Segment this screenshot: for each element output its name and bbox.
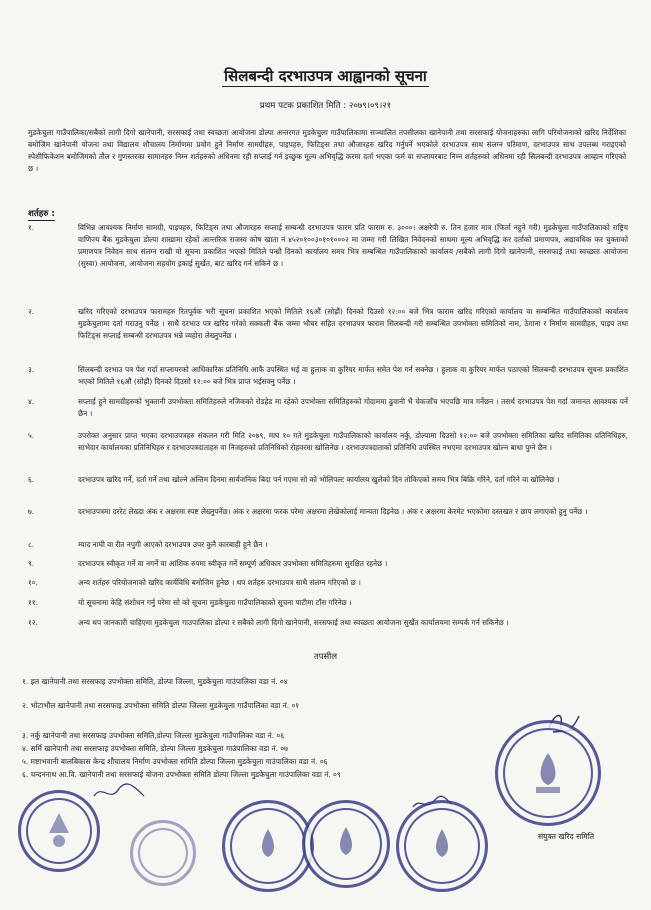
- details-heading: तपसील: [313, 651, 338, 661]
- condition-item: [28, 222, 628, 270]
- condition-number: ९.: [28, 559, 35, 568]
- condition-item: [28, 577, 628, 589]
- condition-text: सप्लाई हुने सामग्रीहरुको भुक्तानी उपभोक्ता समितिहरुले नजिकको रोडहेड मा रहेको उपभोक्ता समितिहरुको गोदाममा ढुवानी भै चेकजाँच भएपछि मात्र गर्नेछन । तसर्थ दरभाउपत्र पेश गर्दा जमानत आवश्यक पर्ने छैन ।: [78, 397, 628, 418]
- condition-number: ५.: [28, 431, 35, 440]
- notice-title-wrap: [0, 66, 651, 86]
- detail-item: ३. नर्कु खानेपानी तथा सरसफाइ उपभोक्ता समिति,डोल्पा जिल्ला मुडकेचुला गाउँपालिका वडा नं. ०६: [22, 731, 285, 740]
- condition-item: [28, 430, 628, 454]
- condition-number: १०.: [28, 578, 38, 587]
- published-date: प्रथम पटक प्रकाशित मिति : २०७९।०९।२१: [259, 101, 392, 111]
- condition-number: २.: [28, 307, 35, 316]
- condition-text: दरभाउपत्र खरिद गर्ने, दर्ता गर्ने तथा खोल्ने अन्तिम दिनमा सार्वजनिक बिदा पर्न गएमा सो को भोलिपल्ट कार्यालय खुलेको दिन तोकिएको समय भित्र बिक्रि गरिने, दर्ता गरिने वा खोलिनेछ ।: [78, 475, 560, 484]
- condition-number: ८.: [28, 540, 35, 549]
- condition-text: यो सूचनामा केहि संशोधन गर्नु परेमा सो को सूचना मुडकेचुला गाउँपालिकाको सूचना पाटीमा टाँस गरिनेछ ।: [78, 598, 352, 607]
- condition-number: १२.: [28, 618, 38, 627]
- municipality-seal-stamp: [18, 790, 100, 872]
- detail-item: ५. मष्टाभवानी बालबिकास केन्द्र शौचालय निर्माण उपभोक्ता समिति डोल्पा जिल्ला मुडकेचुला गाउंपालिका वडा नं. ०६: [22, 757, 328, 766]
- conditions-heading: शर्तहरु :: [28, 209, 55, 219]
- condition-number: १.: [28, 223, 35, 232]
- condition-number: ११.: [28, 598, 38, 607]
- condition-item: [28, 558, 628, 570]
- condition-item: [28, 506, 628, 518]
- condition-text: अन्य थप जानकारी चाहिएमा मुडकेचुला गाउपालिका डोल्पा र सबैको लागी दिगो खानेपानी, सरसफाई तथा स्वच्छता आयोजना सुर्खेत कार्यालयमा सम्पर्क गर्न सकिनेछ ।: [78, 618, 509, 627]
- condition-item: [28, 539, 628, 551]
- condition-text: दरभाउपत्र स्वीकृत गर्ने वा नगर्ने वा आंशिक रुपमा स्वीकृत गर्ने सम्पूर्ण अधिकार उपभोक्ता समितिहरुमा सुरक्षित रहनेछ ।: [78, 559, 388, 568]
- condition-text: म्याद नाघी वा रीत नपुगी आएको दरभाउपत्र उपर कुनै कारबाही हुने छैन ।: [78, 540, 268, 549]
- condition-item: [28, 396, 628, 420]
- condition-number: ३.: [28, 365, 35, 374]
- condition-text: अन्य शर्तहरु परियोजनाको खरिद कार्यविधि बमोजिम हुनेछ । थप शर्तहरु दरभाउपत्र साथै संलग्न गरिएको छ ।: [78, 578, 361, 587]
- detail-item: ४. सर्मि खानेपानी तथा सरसफाइ उपभोक्ता समिति, डोल्पा जिल्ला मुडकेचुला गाउंपालिका वडा नं. ०७: [22, 744, 288, 753]
- signatory-label: संयुक्त खरिद समिति: [538, 832, 595, 841]
- condition-item: [28, 364, 628, 388]
- condition-item: [28, 597, 628, 609]
- condition-number: ४.: [28, 397, 35, 406]
- committee-seal-stamp: [302, 800, 390, 888]
- detail-item: २. भोटाभौल खानेपानी तथा सरसफाइ उपभोक्ता समिति डोल्पा जिल्ला मुडकेचुला गाउँपालिका वडा नं. ०१: [22, 701, 300, 710]
- condition-number: ६.: [28, 475, 35, 484]
- committee-seal-stamp: [396, 800, 488, 892]
- condition-text: दरभाउपत्रमा दररेट लेख्दा अंक र अक्षरमा स्पष्ट लेख्नुपर्नेछ। अंक र अक्षरमा फरक परेमा अक्षरमा लेखेकोलाई मान्यता दिइनेछ । अंक र अक्षरमा केरमेट भएकोमा दस्तखत र छाप लगाएको हुनु पर्नेछ ।: [78, 507, 588, 516]
- condition-text: विभिन्न आवश्यक निर्माण सामग्री, पाइपहरु, फिटिङ्स तथा औजारहरु सप्लाई सम्बन्धी दरभाउपत्र फारम प्रति फाराम रु. ३०००। अक्षरेपी रु. तिन हजार मात्र (फिर्ता नहुने गरी) मुडकेचुला गाउँपालिकाको राष्ट्रिय वाणिज्य बैंक मुडकेचुला डोल्पा शाखामा रहेको आन्तरिक राजस्व कोष खाता नं ४५२०१००३०१०१०००२ मा जम्मा गरी लिखित निवेदनको साथमा मूल्य अभिवृद्धि कर दर्ताको प्रमाणपत्र, अद्यावधिक कर चुक्ताको प्रमाणपत्र निवेदन साथ संलग्न राखी यो सूचना प्रकाशित भएको मितिले पन्ध्रौ दिनको कार्यालय समय भित्र सम्बन्धित गाउँपालिकाको कार्यालय /सबैको लागी दिगो खानेपानी, सरसफाई तथा स्वच्छता आयोजना (सुस्वा) आयोजना, आयोजना सहयोग इकाई सुर्खेत, बाट खरिद गर्न सकिने छ ।: [78, 223, 628, 268]
- signature-scribble: [90, 782, 150, 804]
- committee-seal-stamp: [495, 720, 601, 826]
- condition-number: ७.: [28, 507, 35, 516]
- condition-text: खरिद गरिएको दरभाउपत्र फारामहरु रितपूर्वक भरी सूचना प्रकाशित भएको मितिले १६औं (सोह्रौं) दिनको दिउसो १२:०० बजे भित्र फाराम खरिद गरिएको कार्यालय वा सम्बन्धित गाउँपालिकाको कार्यालय मुडकेचुलामा दर्ता गराउनु पर्नेछ । साथै दरभाउ पत्र खरिद गरेको सक्कली बैंक जम्मा भौचर सहित दरभाउपत्र फाराम सिलबन्दी गरी सम्बन्धित उपभोक्ता समितिको नाम, ठेगाना र निर्माण सामग्रीहरु, पाइप तथा फिटिङ्स सप्लाई सम्बन्धी दरभाउपत्र भन्ने व्यहोरा लेख्नुपर्नेछ ।: [78, 307, 628, 340]
- committee-seal-stamp: [222, 800, 314, 892]
- condition-item: [28, 306, 628, 342]
- detail-item: १. इल खानेपानी तथा सरसफाइ उपभोक्ता समिति, डोल्पा जिल्ला, मुडकेचुला गाउंपालिका वडा नं. ०४: [22, 677, 288, 686]
- faint-seal-stamp: [130, 820, 196, 886]
- intro-paragraph: मुडकेचुला गाउँपालिका/सबैको लागी दिगो खानेपानी, सरसफाई तथा स्वच्छता आयोजना डोल्पा अन्तरगत मुडकेचुला गाउँपालिकामा सञ्चालित तपसीलका खानेपानी तथा सरसफाई योजनाहरुका लागि परियोजनाको खरिद निर्देशिका बमोजिम खानेपानी योजना तथा विद्यालय शौचालय निर्माणमा प्रयोग हुने निर्माण सामग्रीहरु, पाइपहरु, फिटिङ्स तथा औजारहरु खरिद गर्नुपर्ने भएकोले दरभाउपत्र साथ संलग्न परिमाण, दरभाउपत्र साथ उपलब्ध गराइएको स्पेशीफिकेशन बमोजिमको तौल र गुणस्तरका सामानहरु निम्न शर्तहरुको अधिनमा रही सप्लाई गर्न इच्छुक मूल्य अभिवृद्धि करमा दर्ता भएका फर्म वा सप्लायरबाट निम्न शर्तहरुको अधिनमा रही सिलबन्दी दरभाउपत्र आव्हान गरिएको छ ।: [28, 128, 626, 173]
- condition-item: [28, 474, 628, 486]
- condition-text: सिलबन्दी दरभाउ पत्र पेश गर्दा सप्लायरको आधिकारिक प्रतिनिधि आफैं उपस्थित भई वा हुलाक वा कुरियर मार्फत समेत पेश गर्न सक्नेछ । हुलाक वा कुरियर मार्फत पठाएको सिलबन्दी दरभाउपत्र सूचना प्रकाशित भएको मितिले १६औं (सोह्रौं) दिनको दिउसो १२:०० बजे भित्र प्राप्त भईसक्नु पर्नेछ ।: [78, 365, 628, 386]
- condition-text: उपरोक्त अनुसार प्राप्त भएका दरभाउपत्रहरु संकलन गरी मिति २०७९, माघ १० गते मुडकेचुला गाउँपालिकाको कार्यालय नर्कु, डोल्पामा दिउसो १२:०० बजे उपभोक्ता समितिका खरिद समितिका प्रतिनिधिहरु, साभेदार कार्यालयका प्रतिनिधिहरु र दरभाउपत्रदाताहरु वा निजहरुको प्रतिनिधिको रोहवरमा खोलिनेछ । दरभाउपत्रदाताको प्रतिनिधि उपस्थित नभएमा दरभाउपत्र खोल्न बाधा पुग्ने छैन ।: [78, 431, 628, 452]
- detail-item: ६. चन्दननाथ आ.वि. खानेपानी तथा सरसफाई योजना उपभोक्ता समिति डोल्पा जिल्ला मुडकेचुला गाउंपालिका वडा नं. ०९: [22, 770, 341, 779]
- notice-title: सिलबन्दी दरभाउपत्र आह्वानको सूचना: [224, 67, 427, 85]
- condition-item: [28, 617, 628, 629]
